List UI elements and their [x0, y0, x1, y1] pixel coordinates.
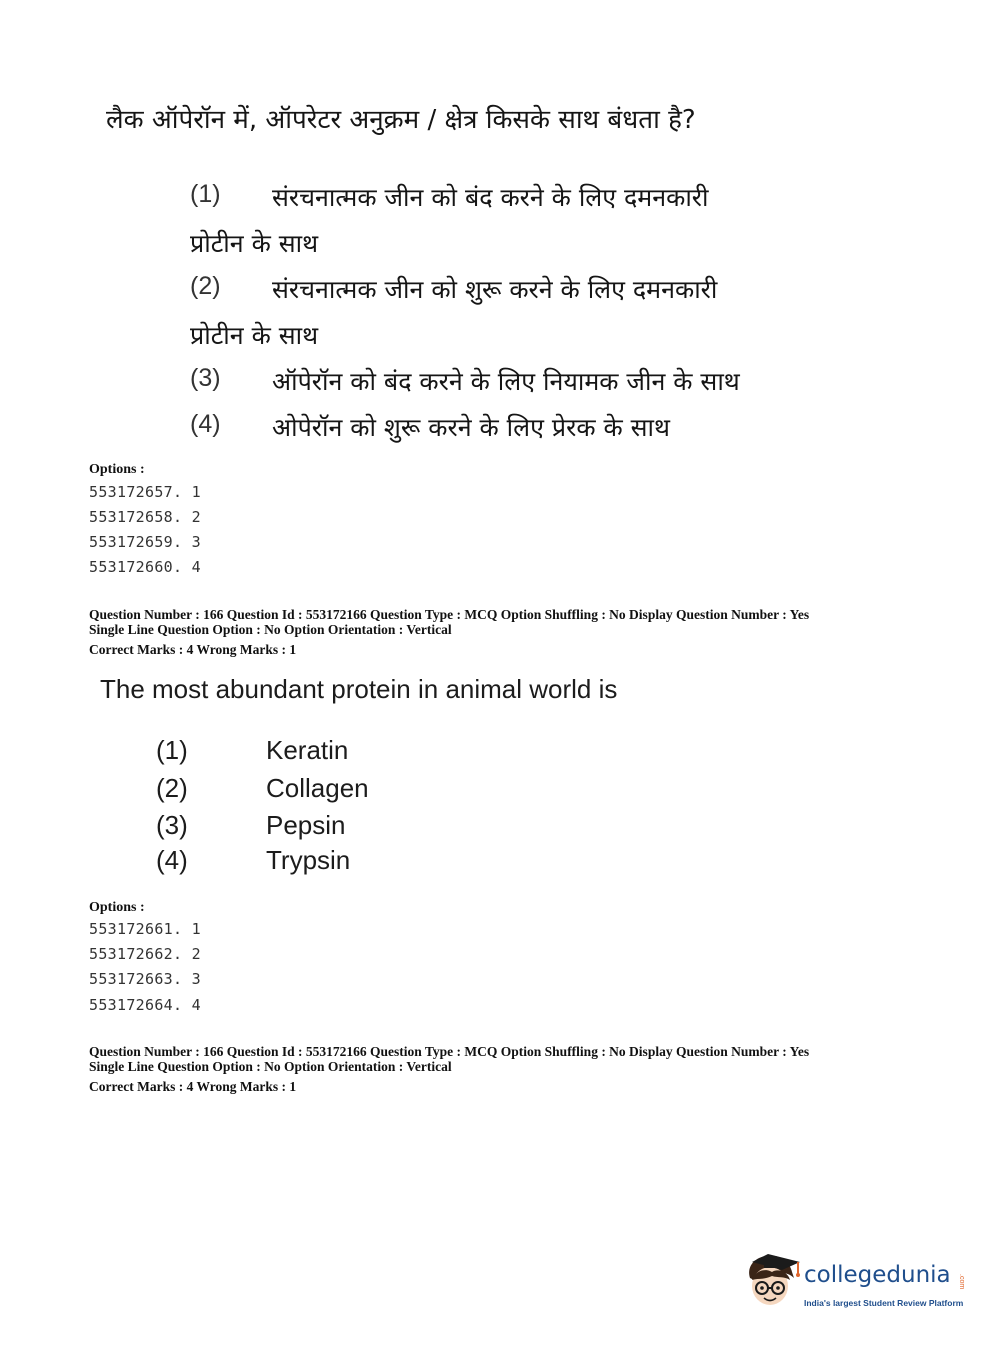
- q1-option-2-line2: प्रोटीन के साथ: [190, 321, 319, 350]
- q2-option-id-4: 553172664. 4: [89, 996, 201, 1014]
- q1-option-id-4: 553172660. 4: [89, 558, 201, 576]
- question-2-text: The most abundant protein in animal world is: [100, 674, 618, 704]
- q1-option-1-number: (1): [190, 180, 221, 208]
- q1-option-3-line1: ऑपेरॉन को बंद करने के लिए नियामक जीन के साथ: [272, 367, 740, 396]
- q1-option-id-1: 553172657. 1: [89, 483, 201, 501]
- q2-option-id-3: 553172663. 3: [89, 970, 201, 988]
- collegedunia-logo-com: .com: [958, 1274, 965, 1290]
- collegedunia-logo-name: collegedunia: [804, 1262, 951, 1288]
- meta-2-line-2: Single Line Question Option : No Option Orientation : Vertical: [89, 1059, 452, 1074]
- q1-option-1-line1: संरचनात्मक जीन को बंद करने के लिए दमनकारी: [272, 183, 709, 212]
- q2-option-id-1: 553172661. 1: [89, 920, 201, 938]
- q2-option-1-number: (1): [156, 735, 188, 765]
- q2-option-4-label: Trypsin: [266, 845, 351, 875]
- q2-option-4-number: (4): [156, 845, 188, 875]
- q1-option-2-number: (2): [190, 272, 221, 300]
- collegedunia-tagline: India's largest Student Review Platform: [804, 1298, 964, 1308]
- meta-2-line-1: Question Number : 166 Question Id : 553172166 Question Type : MCQ Option Shuffling : No Display Question Number : Yes: [89, 1044, 810, 1059]
- q2-option-2-label: Collagen: [266, 773, 369, 803]
- meta-1-line-2: Single Line Question Option : No Option Orientation : Vertical: [89, 622, 452, 637]
- q2-option-2-number: (2): [156, 773, 188, 803]
- q2-option-id-2: 553172662. 2: [89, 945, 201, 963]
- q1-option-1-line2: प्रोटीन के साथ: [190, 229, 319, 258]
- q2-option-3-label: Pepsin: [266, 810, 346, 840]
- meta-1-line-3: Correct Marks : 4 Wrong Marks : 1: [89, 642, 297, 657]
- question-1-text: लैक ऑपेरॉन में, ऑपरेटर अनुक्रम / क्षेत्र किसके साथ बंधता है?: [106, 105, 696, 135]
- q1-option-id-2: 553172658. 2: [89, 508, 201, 526]
- meta-2-line-3: Correct Marks : 4 Wrong Marks : 1: [89, 1079, 297, 1094]
- q1-option-2-line1: संरचनात्मक जीन को शुरू करने के लिए दमनकारी: [272, 275, 718, 304]
- q1-option-3-number: (3): [190, 364, 221, 392]
- collegedunia-mascot-icon: [742, 1248, 802, 1312]
- q1-option-4-number: (4): [190, 410, 221, 438]
- q2-option-1-label: Keratin: [266, 735, 349, 765]
- q2-option-3-number: (3): [156, 810, 188, 840]
- q1-options-label: Options :: [89, 462, 145, 477]
- q2-options-label: Options :: [89, 900, 145, 915]
- meta-1-line-1: Question Number : 166 Question Id : 553172166 Question Type : MCQ Option Shuffling : No Display Question Number : Yes: [89, 607, 810, 622]
- q1-option-id-3: 553172659. 3: [89, 533, 201, 551]
- q1-option-4-line1: ओपेरॉन को शुरू करने के लिए प्रेरक के साथ: [272, 413, 670, 442]
